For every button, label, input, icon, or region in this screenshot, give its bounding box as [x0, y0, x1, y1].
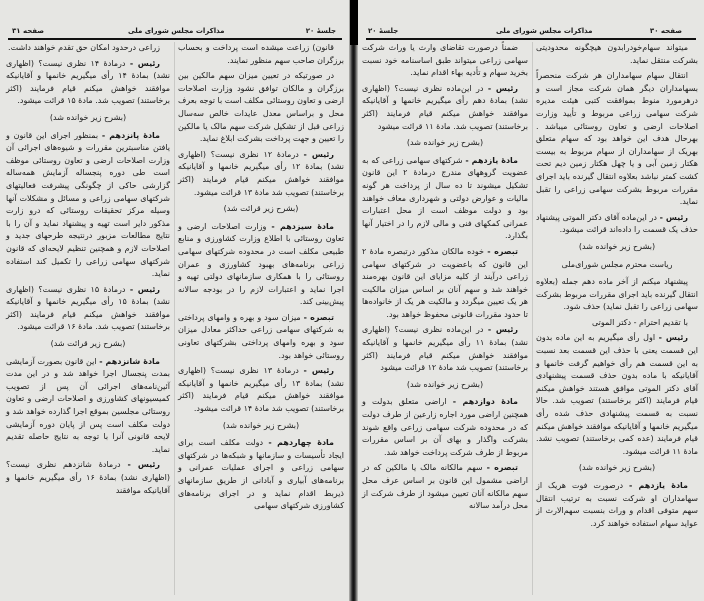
- speaker-paragraph: [178, 365, 344, 415]
- centered-note: (بشرح زیر خوانده شد): [222, 420, 300, 430]
- paragraph-lead: مادهٔ دوازدهم -: [452, 397, 519, 407]
- paragraph-text: در این‌ماده نظری نیست؟ (اظهاری نشد) بمادهٔ دهم رأی میگیریم خانمها و آقایانیکه موافقند خواهش میکنم قیام فرمایند (اکثر برخاستند) تصویب شد. مادهٔ ۱۱ قرائت میشود: [362, 83, 528, 131]
- paragraph-text: انتقال سهام سهامداران هر شرکت منحصراً بسهامداران دیگر همان شرکت مجاز است و درهرمورد منوط بموافقت کتبی هیئت مدیره شرکت سهامی زراعی مربوط و تأیید وزارت اصلاحات ارضی و تعاون روستائی میباشد . بهرحال هدف این خواهد بود که سهام متعلق بهریک از سهامداران از سهام مربوط به بیست هکتار زمین آبی و یا چهل هکتار زمین دیم تحت کشت کمتر نباشد بعلاوه انتقال گیرنده باید اجرای مقررات مربوط بشرکت سهامی زراعی را تقبل نماید.: [536, 71, 698, 207]
- column-divider: [174, 42, 175, 595]
- paragraph-lead: مادهٔ چهاردهم -: [268, 438, 335, 448]
- paragraph-text: این قانون بصورت آزمایشی بمدت پنجسال اجرا خواهد شد و در این مدت آئین‌نامه‌های اجرائی آن پس از تصویب کمیسیونهای کشاورزی و اصلاحات ارضی و تعاون روستائی مجلسین بموقع اجرا گذارده خواهد شد و دولت مکلف است پس از پایان دوره آزمایشی لایحه قانونی آنرا با توجه به نتایج حاصله تقدیم نماید.: [6, 356, 170, 454]
- paragraph-text: درمادهٔ ۱۳ نظری نیست؟ (اظهاری نشد) بمادهٔ ۱۳ رأی میگیریم خانمها و آقایانیکه موافقند خواهش میکنم قیام فرمایند (اکثر برخاستند) تصویب شد مادهٔ ۱۴ قرائت میشود.: [178, 366, 345, 414]
- session-number: جلسهٔ ۲۰: [368, 27, 399, 35]
- paragraph: [536, 70, 698, 209]
- paragraph-text: درمادهٔ شانزدهم نظری نیست؟ (اظهاری نشد) بمادهٔ ۱۶ رأی میگیریم خانمها و آقایانیکه موافقند: [6, 460, 170, 495]
- book-gutter: [349, 0, 358, 601]
- paragraph-lead: تبصره -: [303, 312, 334, 322]
- column-divider: [532, 42, 533, 595]
- page-number: صفحه ۳۱: [12, 27, 45, 35]
- speaker-paragraph: [6, 284, 170, 334]
- speaker-paragraph: [178, 149, 344, 199]
- paragraph-lead: رئیس -: [659, 212, 689, 222]
- paragraph-text: در این‌ماده آقای دکتر الموتی پیشنهاد حذف یک قسمت را داده‌اند قرائت میشود.: [536, 212, 698, 235]
- paragraph-text: با تقدیم احترام - دکتر الموتی: [592, 317, 688, 327]
- paragraph-text: سهم مالکانه مالک یا مالکین که در اراضی مشمول این قانون بر اساس عرف محل سهم مالکانه آنان تعیین میشود از طرف شرکت از محل درآمد سالانه: [362, 463, 528, 511]
- speaker-paragraph: [362, 246, 528, 322]
- paragraph: [536, 276, 698, 314]
- speaker-paragraph: [6, 58, 170, 108]
- paragraph-text: ضمناً درصورت تقاضای وارث یا وراث شرکت سهامی زراعی میتواند طبق اساسنامه خود نسبت بخرید سهام و تأدیه بهاء اقدام نماید.: [362, 43, 528, 78]
- speaker-paragraph: [362, 396, 528, 459]
- paragraph-lead: رئیس -: [487, 325, 519, 335]
- paragraph-lead: رئیس -: [487, 83, 519, 93]
- paragraph-text: بمنظور اجرای این قانون و یافتن مناسبترین مقررات و شیوه‌های اجرائی آن وزارت اصلاحات ارضی و تعاون روستائی موظف است طی دوره پنجساله آزمایش همه‌ساله گزارشی حاکی از چگونگی پیشرفت فعالیتهای شرکتهای سهامی زراعی و مسائل و مشکلات آنها وسیله مرکز تحقیقات روستائی که درو زارت مذکور دایر است تهیه و پیشنهاد نماید و آن را با نتایج مطالعات مزبور درنتیجه طرحهای جدید و اصلاحات لازم و همچنین تنظیم لایحه‌ای که قانون شرکتهای سهامی زراعی را تکمیل کند استفاده نماید.: [6, 130, 170, 279]
- centered-note: (بشرح زیر خوانده شد): [578, 463, 656, 473]
- paragraph-text: درمادهٔ ۱۵ نظری نیست؟ (اظهاری نشد) بمادهٔ ۱۵ رأی میگیریم خانمها و آقایانیکه موافقند خواهش میکنم قیام فرمایند (اکثر برخاستند) تصویب شد. مادهٔ ۱۶ قرائت میشود.: [6, 284, 170, 332]
- paragraph: [362, 42, 528, 80]
- left-page: [0, 0, 350, 601]
- paragraph-text: شرکتهای سهامی زراعی که به عضویت گروههای مندرج درمادهٔ ۲ این قانون تشکیل میشوند تا ده سال از پرداخت هر گونه مالیات و عوارض دولتی و شهرداری معاف خواهند بود و دولت موظف است از محل اعتبارات عمرانی کمکهای فنی و مالی لازم را در اختیار آنها بگذارد.: [362, 155, 528, 241]
- paragraph: [6, 42, 170, 55]
- speaker-paragraph: [536, 212, 698, 237]
- paragraph-text: میتواند سهام‌خودرابدون هیچگونه محدودیتی بشرکت منتقل نماید.: [536, 43, 698, 65]
- page-header: [366, 26, 696, 40]
- paragraph-lead: رئیس -: [129, 58, 160, 68]
- speaker-paragraph: [178, 437, 344, 513]
- paragraph-text: درمادهٔ ۱۲ نظری نیست؟ (اظهاری نشد) بمادهٔ ۱۲ رأی میگیریم خانمها و آقایانیکه موافقند خواهش میکنم قیام فرمایند (اکثر برخاستند) تصویب شد مادهٔ ۱۳ قرائت میشود.: [178, 149, 345, 197]
- centered-note: (بشرح زیر قرائت شد): [50, 339, 126, 349]
- publication-title: مذاکرات مجلس شورای ملی: [496, 27, 593, 35]
- speaker-paragraph: [362, 462, 528, 512]
- paragraph: [536, 317, 698, 330]
- paragraph-text: در این‌ماده نظری نیست؟ (اظهاری نشد) بمادهٔ ۱۱ رأی میگیریم خانمها و آقایانیکه موافقند خواهش میکنم قیام فرمایند (اکثر برخاستند) تصویب شد مادهٔ ۱۲ قرائت میشود: [362, 325, 529, 373]
- page-number: صفحه ۳۰: [649, 27, 682, 35]
- paragraph: [536, 42, 698, 67]
- text-column-left: [362, 42, 528, 516]
- centered-note: (بشرح زیر قرائت شد): [223, 204, 299, 214]
- centered-note: (بشرح زیر خوانده شد): [406, 379, 484, 389]
- speaker-paragraph: [6, 130, 170, 281]
- paragraph-text: پیشنهاد میکنم از آخر ماده دهم جمله (بعلاوه انتقال گیرنده باید اجرای مقررات مربوط بشرکت سهامی زراعی را تقبل نماید) حذف شود.: [536, 277, 698, 312]
- paragraph-lead: مادهٔ شانزدهم -: [99, 356, 160, 366]
- paragraph-lead: رئیس -: [129, 284, 160, 294]
- paragraph-text: اراضی متعلق بدولت و همچنین اراضی مورد اجاره زارعین از طرف دولت که در محدوده شرکت سهامی زراعی واقع شوند بشرکت واگذار و بهای آن بر اساس مقررات مربوط از طرف شرکت پرداخت خواهد شد.: [362, 397, 528, 457]
- speaker-paragraph: [6, 459, 170, 497]
- paragraph-lead: رئیس -: [303, 366, 334, 376]
- speaker-paragraph: [362, 83, 528, 133]
- speaker-paragraph: [362, 155, 528, 243]
- centered-note: (بشرح زیر خوانده شد): [578, 241, 656, 251]
- paragraph-text: درمادهٔ ۱۴ نظری نیست؟ (اظهاری نشد) بمادهٔ ۱۴ رأی میگیریم خانمها و آقایانیکه موافقند خواهش میکنم قیام فرمایند (اکثر برخاستند) تصویب شد. مادهٔ ۱۵ قرائت میشود.: [6, 58, 170, 106]
- speaker-paragraph: [536, 332, 698, 458]
- paragraph-text: درصورت فوت هریک از سهامداران او شرکت نسبت به ترتیب انتقال سهم متوفی اقدام و وراث بنسبت سهم‌الارث از عواید سهام استفاده خواهند کرد.: [536, 481, 698, 528]
- paragraph-lead: مادهٔ یازدهم -: [629, 481, 689, 490]
- speaker-paragraph: [362, 324, 528, 374]
- paragraph-lead: مادهٔ سیزدهم -: [271, 221, 334, 231]
- paragraph-text: اول رأی میگیریم به این ماده بدون این قسمت یعنی با حذف این قسمت بعد نسبت به این قسمت هم رأی خواهیم گرفت خانمها و آقایانیکه با ماده بدون حذف قسمت پیشنهادی آقای دکتر الموتی موافق هستند خواهش میکنم قیام فرمایند (اکثر برخاستند) تصویب شد. حالا نسبت به قسمت پیشنهادی حذف شده رأی میگیریم خانمها و آقایانیکه موافقند خواهش میکنم قیام فرمایند (عده کمی برخاستند) تصویب نشد. مادهٔ ۱۱ قرائت میشود.: [536, 333, 698, 456]
- session-number: جلسهٔ ۲۰: [305, 27, 336, 35]
- gutter-shadow: [350, 0, 358, 45]
- speaker-paragraph: [6, 356, 170, 457]
- paragraph-text: وزارت اصلاحات ارضی و تعاون روستائی با اطلاع وزارت کشاورزی و منابع طبیعی مکلف است در محدوده شرکتهای سهامی زراعی برنامه‌های بهبود کشاورزی و عمران روستائی را با همکاری سازمانهای دولتی تهیه و اجرا نماید و اعتبارات لازم را در بودجه سالانه پیش‌بینی کند.: [178, 221, 344, 307]
- right-page: [358, 0, 704, 601]
- paragraph-text: میزان سود و بهره و وامهای پرداختی به شرکتهای سهامی زراعی حداکثر معادل میزان سود و بهره وامهای پرداختی بشرکتهای تعاونی روستائی خواهد بود.: [178, 312, 344, 360]
- text-column-left: [6, 42, 170, 500]
- paragraph-lead: رئیس -: [127, 460, 161, 470]
- speaker-paragraph: [178, 312, 344, 362]
- paragraph-text: زراعی درحدود امکان حق تقدم خواهند داشت.: [8, 43, 160, 52]
- paragraph-text: قانون) زراعت میشده است پرداخت و بحساب برزگران صاحب سهم منظور نمایند.: [178, 43, 344, 65]
- paragraph-lead: مادهٔ پانزدهم -: [101, 130, 161, 140]
- paragraph-lead: تبصره -: [486, 463, 518, 473]
- text-column-right: [536, 42, 698, 533]
- paragraph: [178, 70, 344, 146]
- paragraph-text: در صورتیکه در تعیین میزان سهم مالکین بین برزگران و مالکان توافق نشود وزارت اصلاحات ارضی و تعاون روستائی مکلف است با توجه بعرف محل و براساس معدل عایدات خالص سه‌سال زراعی قبل از تشکیل شرکت سهم مالک یا مالکین را تعیین و جهت پرداخت بشرکت ابلاغ نماید.: [178, 71, 344, 144]
- paragraph-lead: مادهٔ یازدهم -: [465, 155, 519, 165]
- centered-note: ریاست محترم مجلس شورای‌ملی: [561, 259, 673, 269]
- paragraph-text: دولت مکلف است برای ایجاد تأسیسات و سازمانها و شبکه‌ها در شرکتهای سهامی زراعی و اجرای عملیات عمرانی و برنامه‌های آبیاری و آبادانی از طریق سازمانهای ذیربط اقدام نماید و در اجرای برنامه‌های کشاورزی شرکتهای سهامی: [178, 438, 344, 511]
- paragraph-lead: رئیس -: [303, 149, 334, 159]
- speaker-paragraph: [178, 221, 344, 309]
- paragraph-lead: رئیس -: [658, 333, 689, 343]
- paragraph-text: خوده مالکان مذکور درتبصره مادهٔ ۲ این قانون که باعضویت در شرکتهای سهامی زراعی درآیند از کلیه مزایای این قانون بهره‌مند خواهند شد و سهم آنان بر اساس میزان مالکیت هر یک تعیین میگردد و مالکیت هر یک از خانواده‌ها تا حدود مقررات قانونی محفوظ خواهد بود.: [362, 246, 528, 319]
- text-column-right: [178, 42, 344, 516]
- paragraph-lead: تبصره -: [487, 246, 518, 256]
- centered-note: (بشرح زیر خوانده شد): [49, 112, 127, 122]
- page-header: [8, 26, 342, 40]
- paragraph: [178, 42, 344, 67]
- centered-note: (بشرح زیر خوانده شد): [406, 138, 484, 148]
- speaker-paragraph: [536, 480, 698, 530]
- publication-title: مذاکرات مجلس شورای ملی: [128, 27, 225, 35]
